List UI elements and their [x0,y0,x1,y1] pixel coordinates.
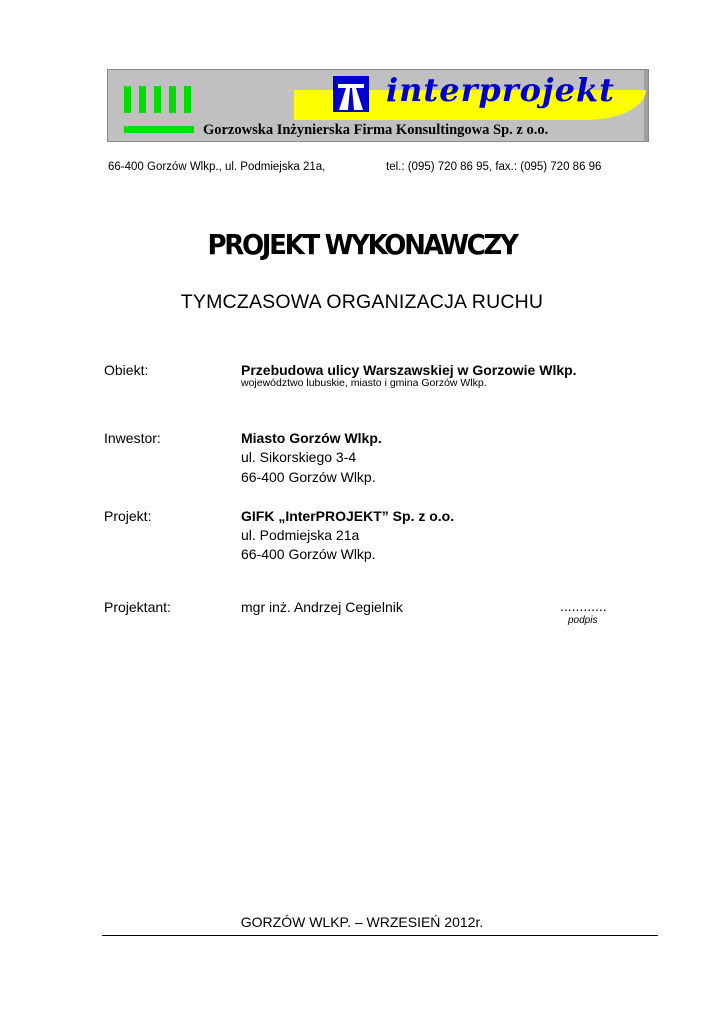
brand-name: interprojekt [386,71,615,109]
projektant-label: Projektant: [104,599,171,615]
signature-label: podpis [568,615,598,626]
firm-name: Gorzowska Inżynierska Firma Konsultingowa Sp. z o.o. [203,122,549,138]
projekt-city: 66-400 Gorzów Wlkp. [241,546,376,562]
projekt-label: Projekt: [104,508,152,524]
inwestor-street: ul. Sikorskiego 3-4 [241,449,357,465]
green-base-bar [124,126,194,133]
footer-place-date: GORZÓW WLKP. – WRZESIEŃ 2012r. [240,914,484,930]
inwestor-label: Inwestor: [104,430,161,446]
green-bar [154,86,161,113]
green-bar [169,86,176,113]
green-bar [124,86,131,113]
inwestor-name: Miasto Gorzów Wlkp. [241,430,382,446]
document-title: PROJEKT WYKONAWCZY [207,228,517,261]
green-bar [139,86,146,113]
projektant-name: mgr inż. Andrzej Cegielnik [241,599,403,615]
green-bar [184,86,191,113]
projekt-name: GIFK „InterPROJEKT” Sp. z o.o. [241,508,455,524]
projekt-street: ul. Podmiejska 21a [241,527,360,543]
obiekt-location: województwo lubuskie, miasto i gmina Gorzów Wlkp. [241,377,487,389]
obiekt-label: Obiekt: [104,362,149,378]
document-subtitle: TYMCZASOWA ORGANIZACJA RUCHU [180,291,544,313]
highway-road-icon [333,76,369,112]
contact-phones: tel.: (095) 720 86 95, fax.: (095) 720 86 96 [386,161,602,173]
contact-address: 66-400 Gorzów Wlkp., ul. Podmiejska 21a, [108,161,326,173]
signature-line: ............ [560,598,607,614]
footer-rule [102,935,658,936]
banner-shadow [644,70,648,141]
inwestor-city: 66-400 Gorzów Wlkp. [241,469,376,485]
letterhead-banner [107,69,649,142]
obiekt-name: Przebudowa ulicy Warszawskiej w Gorzowie Wlkp. [241,362,577,378]
